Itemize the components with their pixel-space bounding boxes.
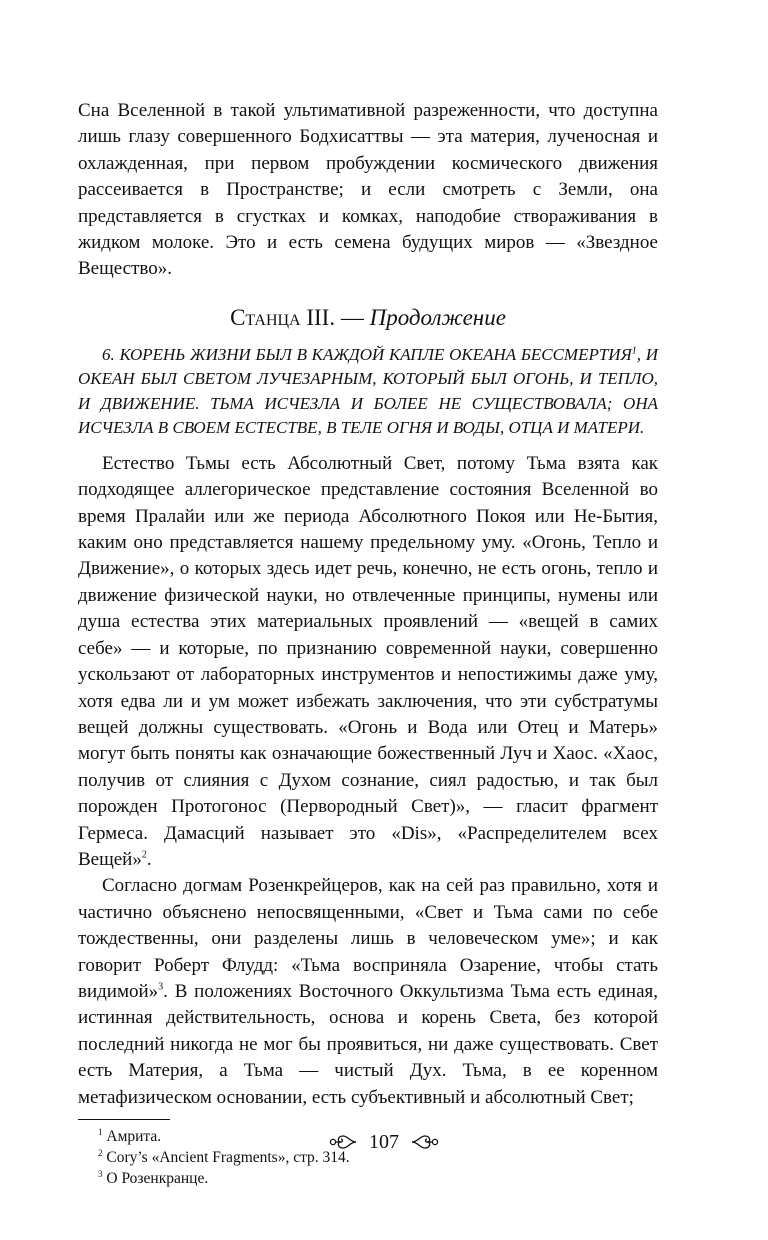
page-body	[78, 98, 658, 1189]
fleuron-right-icon	[410, 1132, 440, 1152]
commentary-paragraph-2	[78, 873, 658, 1111]
commentary-paragraph-2-before: Согласно догмам Розенкрейцеров, как на сей раз правильно, хотя и частично объяснено непосвященными, «Свет и Тьма сами по себе тождественны, они разделены лишь в человеческом уме»; и как говорит Роберт Флудд: «Тьма восприняла Озарение, чтобы стать видимой»	[78, 875, 658, 1002]
footnote-3-number: 3	[98, 1168, 103, 1179]
footnote-3	[78, 1168, 658, 1189]
commentary-paragraph-1	[78, 451, 658, 874]
footnote-ref-2: 2	[141, 849, 147, 861]
commentary-paragraph-1-text: Естество Тьмы есть Абсолютный Свет, потому Тьма взята как подходящее аллегорическое представление состояния Вселенной во время Пралайи или же периода Абсолютного Покоя или Не-Бытия, каким оно представляется нашему предельному уму. «Огонь, Тепло и Движение», о которых здесь идет речь, конечно, не есть огонь, тепло и движение физической науки, но отвлеченные принципы, нумены или душа естества этих материальных проявлений — «вещей в самих себе» — и которые, по признанию современной науки, совершенно ускользают от лабораторных инструментов и непостижимы даже уму, хотя едва ли и ум может избежать заключения, что эти субстратумы вещей должны существовать. «Огонь и Вода или Отец и Матерь» могут быть поняты как означающие божественный Луч и Хаос. «Хаос, получив от слияния с Духом сознание, сиял радостью, и так был порожден Протогонос (Первородный Свет)», — гласит фрагмент Гермеса. Дамасций называет это «Dis», «Распределителем всех Вещей»	[78, 452, 658, 870]
footnote-2-number: 2	[98, 1147, 103, 1158]
stanza-text	[78, 343, 658, 441]
stanza-text-after: , И ОКЕАН БЫЛ СВЕТОМ ЛУЧЕЗАРНЫМ, КОТОРЫЙ БЫЛ ОГОНЬ, И ТЕПЛО, И ДВИЖЕНИЕ. ТЬМА ИСЧЕЗЛА И БОЛЕЕ НЕ СУЩЕСТВОВАЛА; ОНА ИСЧЕЗЛА В СВОЕМ ЕСТЕСТВЕ, В ТЕЛЕ ОГНЯ И ВОДЫ, ОТЦА И МАТЕРИ.	[78, 344, 658, 438]
page-number: 107	[369, 1130, 399, 1153]
footnote-1-text: Амрита.	[106, 1128, 162, 1145]
page-footer	[0, 1130, 768, 1154]
commentary-paragraph-2-after: . В положениях Восточного Оккультизма Тьма есть единая, истинная действительность, основа и корень Света, без которой последний никогда не мог бы проявиться, ни даже существовать. Свет есть Материя, а Тьма — чистый Дух. Тьма, в ее коренном метафизическом основании, есть субъективный и абсолютный Свет;	[78, 980, 658, 1108]
footnote-3-text: О Розенкранце.	[106, 1170, 209, 1187]
footnote-2-text: Cory’s «Ancient Fragments», стр. 314.	[106, 1149, 350, 1166]
stanza-heading-subtitle: Продолжение	[369, 304, 506, 330]
footnote-divider	[78, 1119, 170, 1120]
stanza-heading-label: Станца III. —	[230, 304, 370, 330]
footnote-ref-3: 3	[158, 981, 164, 993]
footnote-ref-1: 1	[631, 345, 637, 357]
intro-paragraph: Сна Вселенной в такой ультимативной разреженности, что доступна лишь глазу совершенного Бодхисаттвы — эта материя, лученосная и охлажденная, при первом пробуждении космического движения рассеивается в Пространстве; и если смотреть с Земли, она представляется в сгустках и комках, наподобие створаживания в жидком молоке. Это и есть семена будущих миров — «Звездное Вещество».	[78, 100, 658, 280]
stanza-heading	[78, 303, 658, 333]
commentary-paragraph-1-end: .	[146, 848, 152, 870]
fleuron-left-icon	[328, 1132, 358, 1152]
stanza-text-before: 6. КОРЕНЬ ЖИЗНИ БЫЛ В КАЖДОЙ КАПЛЕ ОКЕАНА БЕССМЕРТИЯ	[102, 344, 632, 364]
footnote-1-number: 1	[98, 1126, 103, 1137]
